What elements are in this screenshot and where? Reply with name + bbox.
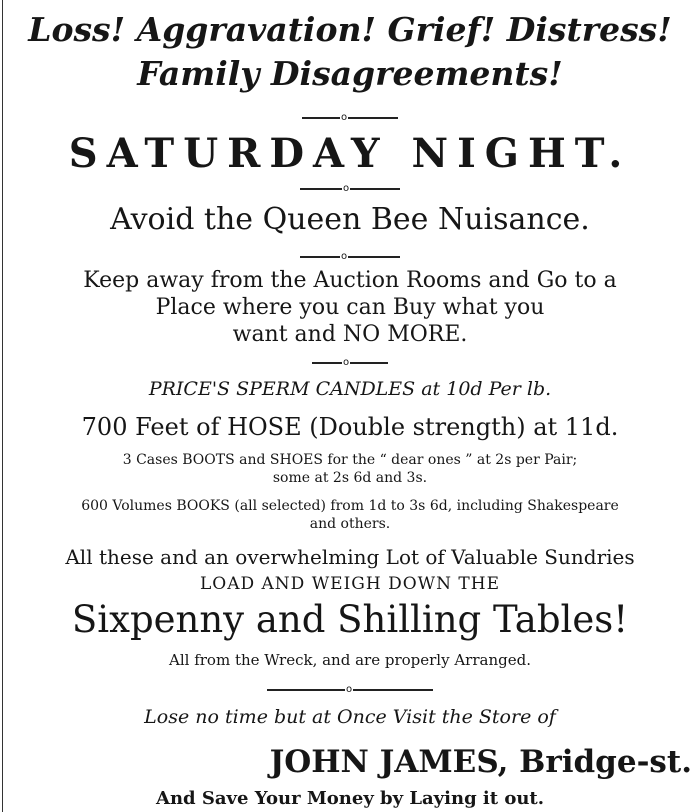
save-money-line: And Save Your Money by Laying it out. — [155, 788, 545, 809]
headline-line-1: Loss! Aggravation! Grief! Distress! — [28, 10, 672, 49]
wreck-note: All from the Wreck, and are properly Arranged. — [169, 651, 531, 669]
ornament-rule: o — [0, 252, 700, 262]
advice-line-2: Place where you can Buy what you — [155, 295, 545, 320]
visit-store-line: Lose no time but at Once Visit the Store of — [144, 706, 556, 728]
tables-headline: Sixpenny and Shilling Tables! — [71, 598, 629, 641]
advice-line-3: want and NO MORE. — [232, 322, 468, 347]
books-item-line-1: 600 Volumes BOOKS (all selected) from 1d to 3s 6d, including Shakespeare — [81, 498, 619, 514]
boots-item-line-2: some at 2s 6d and 3s. — [272, 470, 428, 486]
books-item-line-2: and others. — [309, 516, 391, 532]
ornament-rule: o — [0, 184, 700, 194]
saturday-night-banner: SATURDAY NIGHT. — [68, 130, 632, 177]
ornament-rule: o — [0, 113, 700, 123]
sundries-line-2: LOAD AND WEIGH DOWN THE — [199, 574, 501, 594]
sundries-line-1: All these and an overwhelming Lot of Valuable Sundries — [65, 545, 635, 569]
ornament-rule: o — [0, 358, 700, 368]
ornament-rule: o — [0, 685, 700, 695]
headline-line-2: Family Disagreements! — [137, 54, 563, 93]
boots-item-line-1: 3 Cases BOOTS and SHOES for the “ dear ones ” at 2s per Pair; — [122, 452, 578, 468]
advice-line-1: Keep away from the Auction Rooms and Go to a — [83, 268, 617, 293]
merchant-name: JOHN JAMES, Bridge-st. — [269, 744, 692, 780]
queen-bee-subhead: Avoid the Queen Bee Nuisance. — [110, 202, 590, 237]
hose-item: 700 Feet of HOSE (Double strength) at 11d. — [81, 413, 619, 441]
candles-item: PRICE'S SPERM CANDLES at 10d Per lb. — [148, 378, 552, 400]
